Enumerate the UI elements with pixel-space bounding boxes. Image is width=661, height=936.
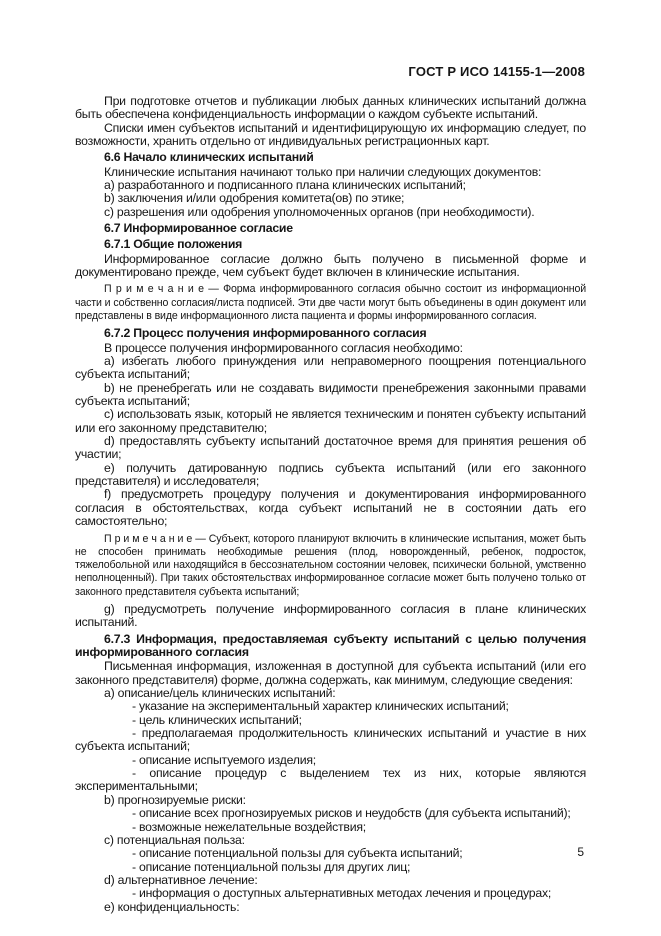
list-item: a) избегать любого принуждения или неправомерного поощрения потенциального субъекта испытаний; [75,354,586,382]
list-item: b) не пренебрегать или не создавать видимости пренебрежения законными правами субъекта испытаний; [75,380,586,409]
list-item: a) разработанного и подписанного плана клинических испытаний; [104,178,466,193]
note: П р и м е ч а н и е — Форма информированного согласия обычно состоит из информационной части и собственно согласия/листа подписей. Эти две части могут быть объединены в один документ или представлены в виде информационного листа пациента и формы информированного согласия. [75,283,586,323]
sub-list-item: - описание потенциальной пользы для других лиц; [132,859,411,874]
section-heading: 6.7 Информированное согласие [104,221,293,236]
sub-list-item: - описание потенциальной пользы для субъекта испытаний; [132,846,463,861]
sub-list-item: - предполагаемая продолжительность клинических испытаний и участие в них субъекта испытаний; [75,726,586,754]
sub-list-item: - описание процедур с выделением тех из них, которые являются экспериментальными; [75,766,586,794]
sub-list-item: - информация о доступных альтернативных методах лечения и процедурах; [132,886,552,901]
note: П р и м е ч а н и е — Субъект, которого планируют включить в клинические испытания, может быть не способен принимать необходимые решения (плод, новорожденный, ребенок, подросток, тяжелобольной или находящийся в бессознательном состоянии человек, психически больной, умственно неполноценный). При таких обстоятельствах информированное согласие может быть получено только от законного представителя субъекта испытаний; [75,532,586,598]
sub-list-item: - возможные нежелательные воздействия; [132,819,366,834]
sub-list-item: - описание испытуемого изделия; [132,752,316,767]
paragraph: Списки имен субъектов испытаний и идентифицирующую их информацию следует, по возможности, хранить отдельно от индивидуальных регистрационных карт. [75,120,586,149]
sub-list-item: - описание всех прогнозируемых рисков и неудобств (для субъекта испытаний); [132,806,571,821]
list-item: c) разрешения или одобрения уполномоченных органов (при необходимости). [104,204,535,219]
section-heading: 6.6 Начало клинических испытаний [104,150,314,165]
content-blocks [75,95,586,914]
list-item: b) прогнозируемые риски: [104,792,246,807]
list-item: c) использовать язык, который не является техническим и понятен субъекту испытаний или его законному представителю; [75,407,586,435]
section-heading: 6.7.3 Информация, предоставляемая субъекту испытаний с целью получения информированного согласия [75,631,586,660]
list-item: d) альтернативное лечение: [104,872,258,887]
paragraph: Информированное согласие должно быть получено в письменной форме и документировано прежде, чем субъект будет включен в клинические испытания. [75,251,586,280]
list-item: c) потенциальная польза: [104,832,245,847]
paragraph: Клинические испытания начинают только при наличии следующих документов: [104,164,542,179]
list-item: f) предусмотреть процедуру получения и документирования информированного согласия в обстоятельствах, когда субъект испытаний не в состоянии дать его самостоятельно; [75,487,586,529]
paragraph: При подготовке отчетов и публикации любых данных клинических испытаний должна быть обеспечена конфиденциальность информации о каждом субъекте испытаний. [75,94,586,122]
list-item: e) получить датированную подпись субъекта испытаний (или его законного представителя) и исследователя; [75,460,586,489]
list-item: b) заключения и/или одобрения комитета(ов) по этике; [104,191,405,206]
page-number: 5 [577,845,584,859]
sub-list-item: - цель клинических испытаний; [132,712,302,727]
section-heading: 6.7.1 Общие положения [104,237,243,252]
list-item: a) описание/цель клинических испытаний: [104,686,336,701]
sub-list-item: - указание на экспериментальный характер клинических испытаний; [132,699,509,714]
paragraph: В процессе получения информированного согласия необходимо: [104,340,463,355]
section-heading: 6.7.2 Процесс получения информированного согласия [104,326,427,341]
list-item: g) предусмотреть получение информированного согласия в плане клинических испытаний. [75,602,586,630]
paragraph: Письменная информация, изложенная в доступной для субъекта испытаний (или его законного представителя) форме, должна содержать, как минимум, следующие сведения: [75,659,586,687]
list-item: e) конфиденциальность: [104,899,240,914]
list-item: d) предоставлять субъекту испытаний достаточное время для принятия решения об участии; [75,434,586,462]
standard-designation: ГОСТ Р ИСО 14155-1—2008 [408,64,585,79]
